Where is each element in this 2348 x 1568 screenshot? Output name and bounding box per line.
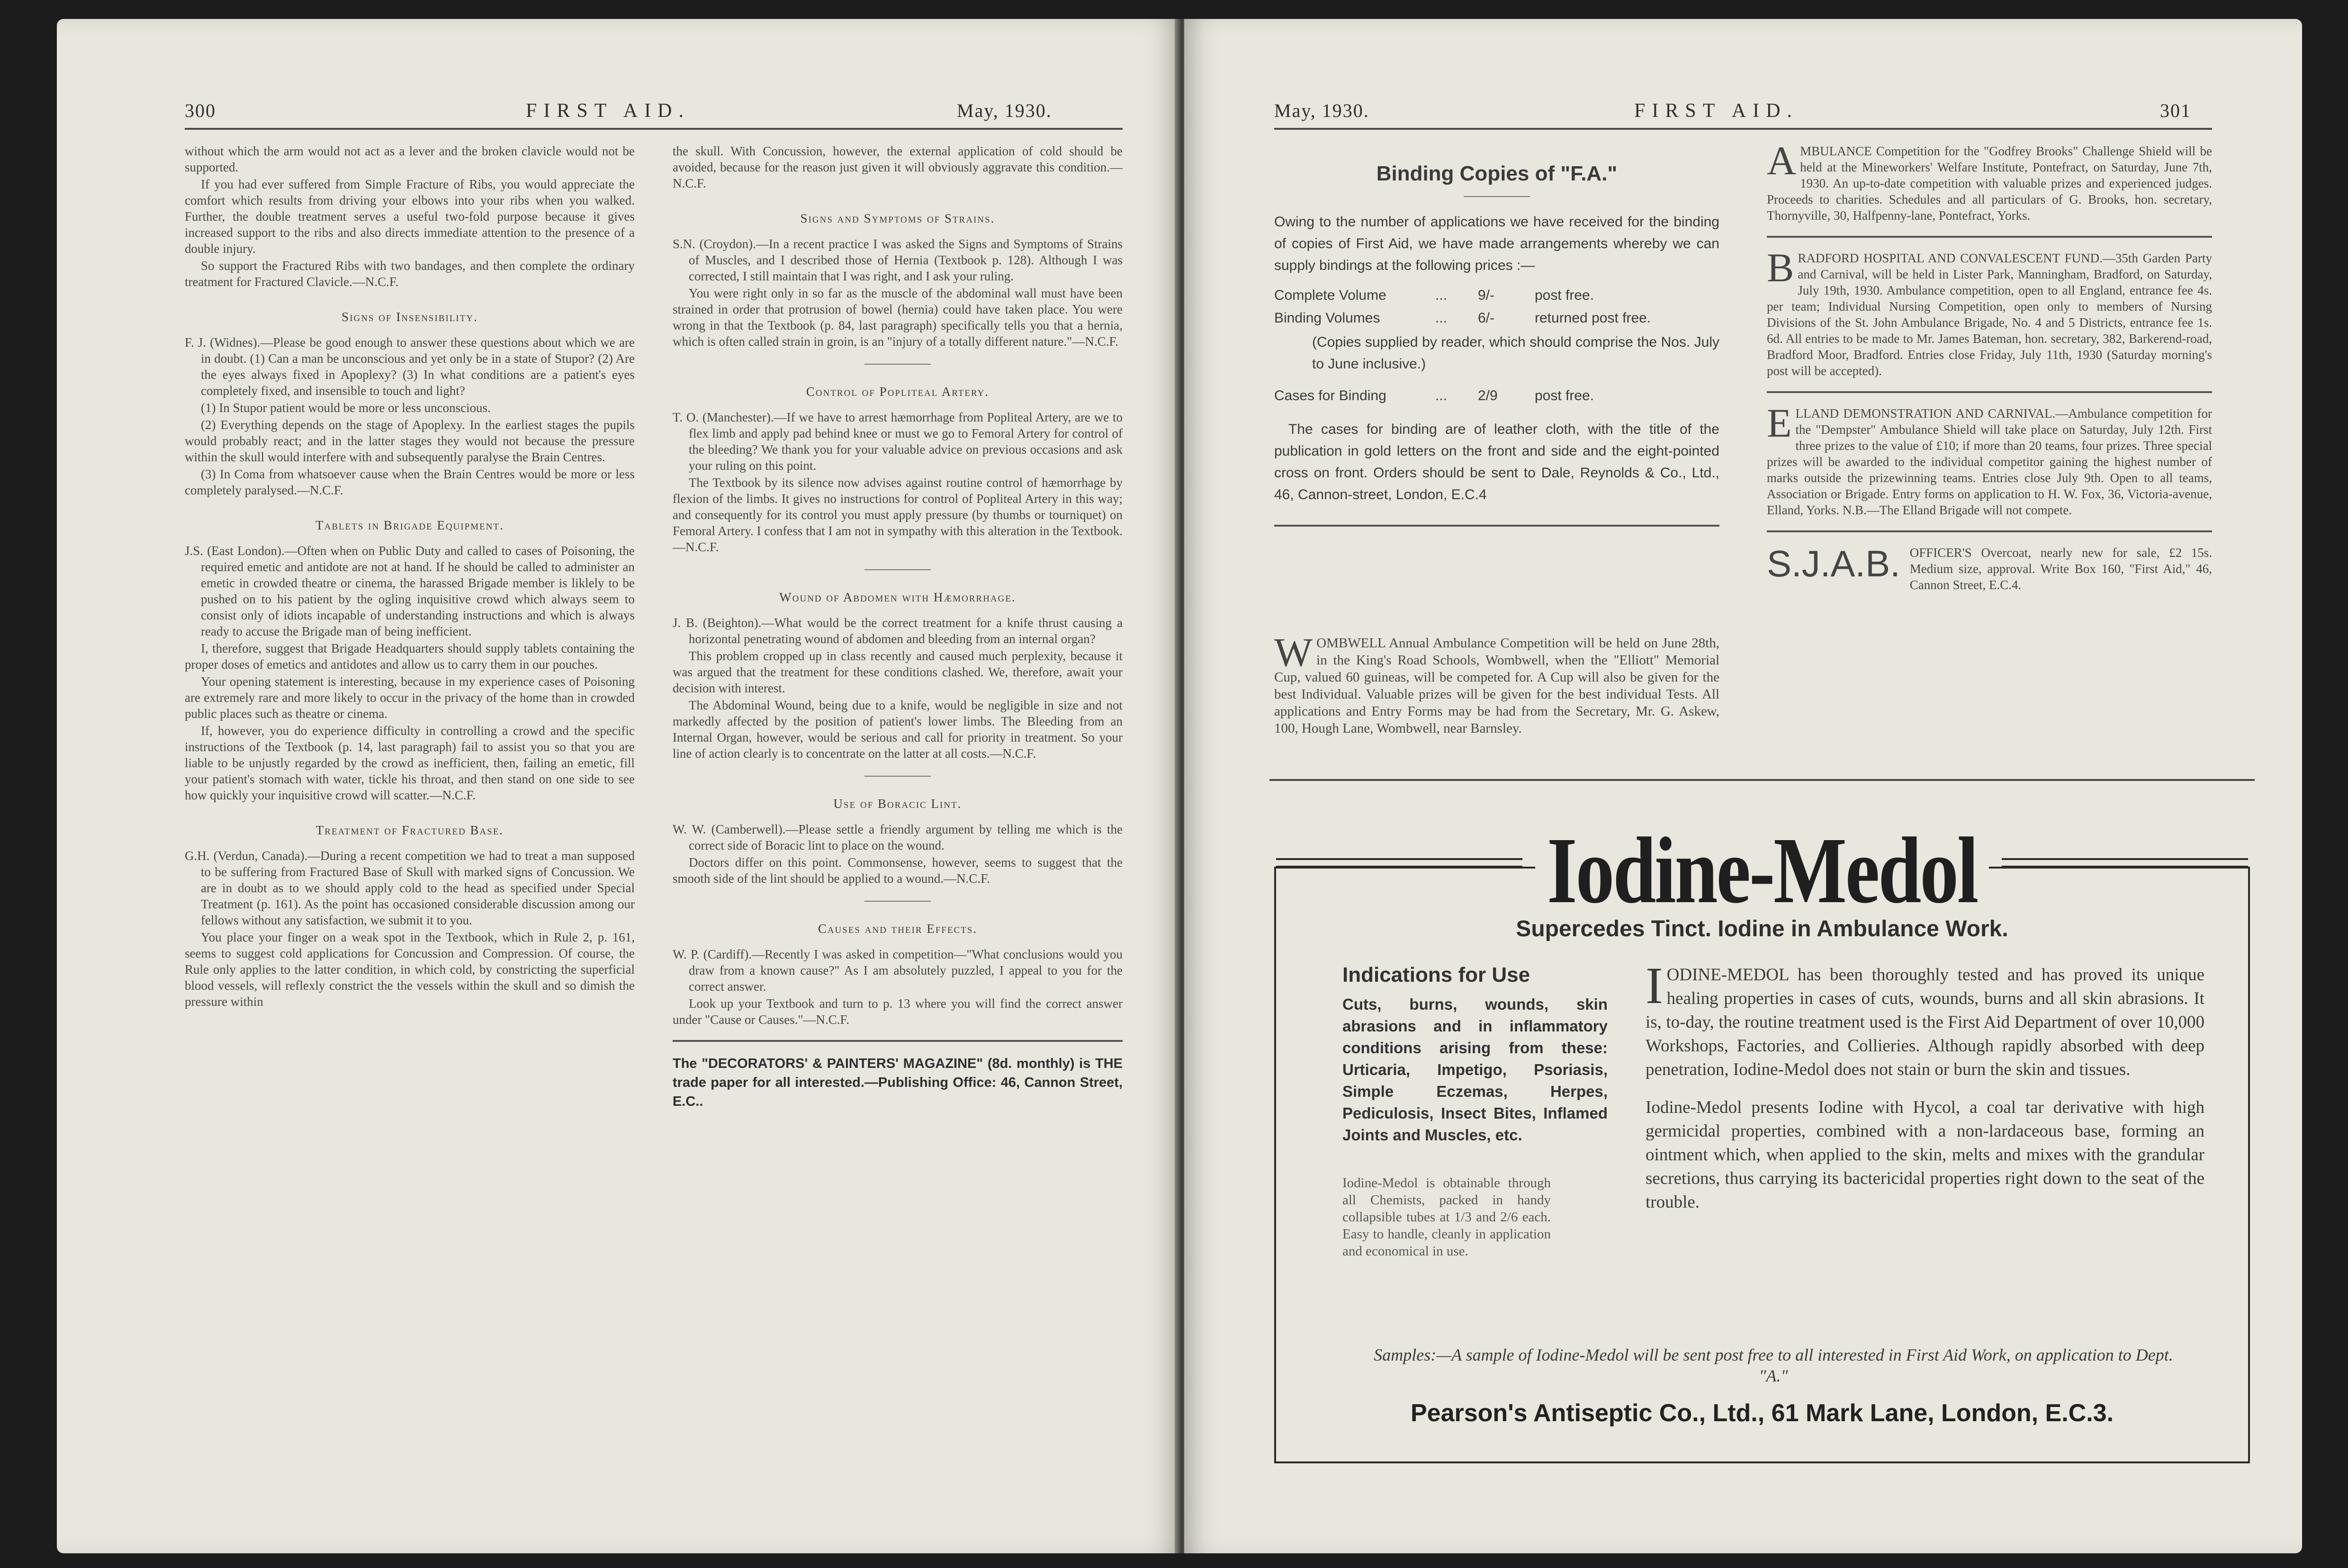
question: G.H. (Verdun, Canada).—During a recent competition we had to treat a man supposed to be suffering from Fractured Base of Skull with marked signs of Concussion. We are in doubt as to we should apply cold to the head as specified under Special Treatment (p. 161). As the point has occasioned considerable discussion among our fellows without any satisfaction, we submit it to you. — [185, 849, 635, 927]
separator — [864, 364, 931, 365]
binding-intro: Owing to the number of applications we have received for the binding of copies of First Aid, we have made arrangements whereby we can supply bindings at the following prices :— — [1274, 214, 1719, 273]
price-label: Cases for Binding — [1274, 388, 1386, 403]
rule — [1767, 530, 2212, 532]
left-column-1 — [185, 143, 635, 1011]
separator — [1464, 196, 1530, 197]
separator — [864, 901, 931, 902]
advert-title — [1364, 816, 2161, 925]
obtainable-note: Iodine-Medol is obtainable through all Chemists, packed in handy collapsible tubes at 1/3 and 2/6 each. Easy to handle, cleanly in application and economical in use. — [1342, 1175, 1551, 1259]
issue-date: May, 1930. — [957, 100, 1052, 121]
paragraph: You were right only in so far as the muscle of the abdominal wall must have been strained in order that protrusion of bowel (hernia) could have taken place. You were wrong in that the Textbook (p. 84, last paragraph) specifically tells you that a hernia, which is often called strain in groin, is an "injury of a totally different nature."—N.C.F. — [673, 286, 1123, 349]
advert-title-text: Iodine-Medol — [1535, 818, 1988, 923]
advert-body — [1646, 957, 2204, 1228]
advert-paragraph — [1646, 957, 2204, 1082]
section-heading: Tablets in Brigade Equipment. — [315, 518, 504, 532]
price-label: Binding Volumes — [1274, 310, 1380, 326]
iodine-medol-advert — [1274, 818, 2250, 1463]
advert-text: ODINE-MEDOL has been thoroughly tested and has proved its unique healing properties in cases of cuts, wounds, burns and all skin abrasions. It is, to-day, the routine treatment used is the First Aid Department of over 10,000 Workshops, Factories, and Collieries. Although rapidly absorbed with deep penetration, Iodine-Medol does not stain or burn the skin and tissues. — [1646, 965, 2204, 1079]
price-row — [1274, 284, 1719, 307]
masthead: FIRST AID. — [1634, 100, 1799, 122]
page-number: 301 — [2160, 100, 2191, 121]
price-note: post free. — [1535, 287, 1594, 303]
question: W. W. (Camberwell).—Please settle a friendly argument by telling me which is the correct side of Boracic lint to place on the wound. — [673, 822, 1123, 852]
rule — [673, 1040, 1123, 1042]
paragraph: Your opening statement is interesting, because in my experience cases of Poisoning are extremely rare and more likely to occur in the privacy of the home than in crowded public places such as theatre or cinema. — [185, 674, 635, 721]
price-value: 6/- — [1478, 310, 1495, 326]
price-row — [1274, 385, 1719, 407]
notice-text: MBULANCE Competition for the "Godfrey Brooks" Challenge Shield will be held at the Mineworkers' Welfare Institute, Pontefract, on Saturday, June 7th, 1930. An up-to-date competition with valuable prizes and experienced judges. Proceeds to charities. Schedules and all particulars of G. Brooks, hon. secretary, Thornyville, 30, Halfpenny-lane, Pontefract, Yorks. — [1767, 144, 2212, 223]
paragraph: This problem cropped up in class recently and caused much perplexity, because it was argued that the treatment for these conditions clashed. We, therefore, await your decision with interest. — [673, 649, 1123, 695]
price-dots: ... — [1435, 388, 1448, 403]
drop-cap: W — [1274, 629, 1313, 675]
section-heading: Use of Boracic Lint. — [833, 797, 962, 811]
price-note: post free. — [1535, 388, 1594, 403]
drop-cap: A — [1767, 138, 1797, 183]
left-page — [57, 19, 1179, 1553]
advert-subtitle: Supercedes Tinct. Iodine in Ambulance Work. — [1516, 916, 2008, 941]
trade-notice: The "DECORATORS' & PAINTERS' MAGAZINE" (8d. monthly) is THE trade paper for all interested.—Publishing Office: 46, Cannon Street, E.C.. — [673, 1056, 1123, 1109]
price-label: Complete Volume — [1274, 287, 1386, 303]
paragraph: without which the arm would not act as a lever and the broken clavicle would not be supported. — [185, 144, 635, 174]
question: J. B. (Beighton).—What would be the correct treatment for a knife thrust causing a horizontal penetrating wound of abdomen and bleeding from an internal organ? — [673, 616, 1123, 646]
price-list — [1274, 284, 1719, 407]
notice-text: RADFORD HOSPITAL AND CONVALESCENT FUND.—35th Garden Party and Carnival, will be held in Lister Park, Manningham, Bradford, on Saturday, July 19th, 1930. Ambulance competition, open to all England, entrance fee 4s. per team; Individual Nursing Competition, open only to members of Nursing Divisions of the St. John Ambulance Brigade, No. 4 and 5 Districts, entrance fee 1s. 6d. All entries to be made to Mr. James Bateman, hon. secretary, 382, Barkerend-road, Bradford Moor, Bradford. Entries close Friday, July 11th, 1930 (Saturday morning's post will be accepted). — [1767, 251, 2212, 378]
advert-top-rule — [1269, 779, 2255, 781]
rule — [1767, 236, 2212, 238]
separator — [864, 569, 931, 570]
paragraph: The Abdominal Wound, being due to a knife, would be negligible in size and not markedly affected by the position of patient's lower limbs. The Bleeding from an Internal Organ, however, would be serious and call for priority in treatment. So your line of action clearly is to concentrate on the latter at all costs.—N.C.F. — [673, 698, 1123, 761]
question: F. J. (Widnes).—Please be good enough to answer these questions about which we are in doubt. (1) Can a man be unconscious and yet only be in a state of Stupor? (2) Are the eyes always fixed in Apoplexy? (3) In what conditions are a patient's eyes completely fixed, and insensible to touch and light? — [185, 335, 635, 398]
magazine-spread — [38, 19, 2321, 1553]
rule — [1274, 525, 1719, 527]
header-rule — [185, 128, 1123, 130]
header-rule — [1274, 128, 2212, 130]
price-value: 2/9 — [1478, 388, 1498, 403]
binding-supplied: (Copies supplied by reader, which should comprise the Nos. July to June inclusive.) — [1312, 334, 1719, 372]
drop-cap: I — [1646, 957, 1663, 1014]
paragraph: You place your finger on a weak spot in the Textbook, which in Rule 2, p. 161, seems to suggest cold applications for Concussion and Compression. Of course, the Rule only applies to the latter condition, in which cold, by constricting the superficial blood vessels, will reflexly constrict the the vessels within the skull and so dimish the pressure within — [185, 930, 635, 1009]
paragraph: So support the Fractured Ribs with two bandages, and then complete the ordinary treatment for Fractured Clavicle.—N.C.F. — [185, 259, 635, 289]
binding-title: Binding Copies of "F.A." — [1376, 162, 1618, 185]
notice-text: OMBWELL Annual Ambulance Competition will be held on June 28th, in the King's Road Schools, Wombwell, when the "Elliott" Memorial Cup, valued 60 guineas, will be competed for. A Cup will also be given for the best Individual. Valuable prizes will be given for the best individual Tests. All applications and Entry Forms may be had from the Secretary, Mr. G. Askew, 100, Hough Lane, Wombwell, near Barnsley. — [1274, 636, 1719, 736]
indications-title: Indications for Use — [1342, 963, 1530, 986]
notice-text: OFFICER'S Overcoat, nearly new for sale, £2 15s. Medium size, approval. Write Box 160, "First Aid," 46, Cannon Street, E.C.4. — [1909, 546, 2212, 592]
sjab-label: S.J.A.B. — [1767, 543, 1900, 584]
section-heading: Control of Popliteal Artery. — [806, 385, 990, 399]
binding-notice — [1274, 152, 1719, 539]
binding-closing: The cases for binding are of leather cloth, with the title of the publication in gold letters on the front and side and the eight-pointed cross on front. Orders should be sent to Dale, Reynolds & Co., Ltd., 46, Cannon-street, London, E.C.4 — [1274, 421, 1719, 502]
ambulance-notice — [1767, 138, 2212, 593]
paragraph: If, however, you do experience difficulty in controlling a crowd and the specific instructions of the Textbook (p. 14, last paragraph) fail to assist you so that you are liable to be unjustly regarded by the crowd as inefficient, then, failing an emetic, fill your patient's stomach with water, tickle his throat, and then stand on one side to see how quickly your inquisitive crowd will scatter.—N.C.F. — [185, 724, 635, 802]
left-running-head — [57, 99, 1179, 128]
question: S.N. (Croydon).—In a recent practice I was asked the Signs and Symptoms of Strains of Muscles, and I described those of Hernia (Textbook p. 128). Although I was corrected, I still maintain that I was right, and I ask your ruling. — [673, 237, 1123, 283]
advert-footer: Pearson's Antiseptic Co., Ltd., 61 Mark Lane, London, E.C.3. — [1410, 1399, 2114, 1427]
price-value: 9/- — [1478, 287, 1495, 303]
right-running-head — [1184, 99, 2302, 128]
wombwell-notice — [1274, 629, 1719, 737]
paragraph: (3) In Coma from whatsoever cause when the Brain Centres would be more or less completely paralysed.—N.C.F. — [185, 467, 635, 497]
advert-paragraph: Iodine-Medol presents Iodine with Hycol, a coal tar derivative with high germicidal properties, combined with a non-lardaceous base, forming an ointment which, when applied to the skin, melts and mixes with the grandular secretions, thus carrying its bactericidal properties right down to the seat of the trouble. — [1646, 1098, 2204, 1212]
notice-text: LLAND DEMONSTRATION AND CARNIVAL.—Ambulance competition for the "Dempster" Ambulance Shield will take place on Saturday, July 12th. First three prizes to the value of £10; if more than 20 teams, four prizes. Three special prizes will be awarded to the individual competitor gaining the highest number of marks outside the prizewinning teams. Entries close July 9th. Open to all teams, Association or Brigade. Entry forms on application to H. W. Fox, 36, Victoria-avenue, Elland, Yorks. N.B.—The Elland Brigade will not compete. — [1767, 406, 2212, 517]
left-column-2 — [673, 143, 1123, 1112]
masthead: FIRST AID. — [526, 100, 690, 122]
price-note: returned post free. — [1535, 310, 1651, 326]
page-number: 300 — [185, 100, 216, 121]
drop-cap: E — [1767, 400, 1792, 446]
question: J.S. (East London).—Often when on Public Duty and called to cases of Poisoning, the required emetic and antidote are not at hand. If he should be called to administer an emetic in crowded theatre or cinema, the harassed Brigade member is liklely to be pushed on to his patient by the ogling inquisitive crowd which always seem to consist only of idiots incapable of understanding instructions and which is always ready to accuse the Brigade man of being inefficient. — [185, 544, 635, 638]
drop-cap: B — [1767, 245, 1794, 290]
section-heading: Signs and Symptoms of Strains. — [800, 211, 995, 225]
section-heading: Wound of Abdomen with Hæmorrhage. — [779, 590, 1016, 604]
paragraph: I, therefore, suggest that Brigade Headquarters should supply tablets containing the proper doses of emetics and antidotes and allow us to carry them in our pouches. — [185, 641, 635, 672]
question: T. O. (Manchester).—If we have to arrest hæmorrhage from Popliteal Artery, are we to flex limb and apply pad behind knee or must we go to Femoral Artery for control of the bleeding? We thank you for your valuable advice on previous occasions and ask your ruling on this point. — [673, 410, 1123, 473]
section-heading: Treatment of Fractured Base. — [315, 823, 504, 837]
samples-note: Samples:—A sample of Iodine-Medol will be sent post free to all interested in First Aid Work, on application to Dept. "A." — [1374, 1345, 2173, 1385]
issue-date: May, 1930. — [1274, 100, 1369, 121]
price-row — [1274, 307, 1719, 330]
indications-list: Cuts, burns, wounds, skin abrasions and in inflammatory conditions arising from these: Urticaria, Impetigo, Psoriasis, Simple Eczemas, Herpes, Pediculosis, Insect Bites, Inflamed Joints and Muscles, etc. — [1342, 995, 1608, 1144]
paragraph: (2) Everything depends on the stage of Apoplexy. In the earliest stages the pupils would probably react; and in the latter stages they would not because the pressure within the skull would interfere with and subsequently paralyse the Brain Centres. — [185, 418, 635, 464]
paragraph: If you had ever suffered from Simple Fracture of Ribs, you would appreciate the comfort which results from driving your elbows into your ribs when you walked. Further, the double treatment serves a useful two-fold purpose because it gives increased support to the ribs and also directs immediate attention to the presence of a double injury. — [185, 177, 635, 256]
paragraph: The Textbook by its silence now advises against routine control of hæmorrhage by flexion of the limbs. It gives no instructions for control of Popliteal Artery in this way; and consequently for its control you must apply pressure (by thumbs or tourniquet) on Femoral Artery. I confess that I am not in sympathy with this alteration in the Textbook.—N.C.F. — [673, 475, 1123, 554]
question: W. P. (Cardiff).—Recently I was asked in competition—"What conclusions would you draw from a known cause?" As I am absolutely puzzled, I appeal to you for the correct answer. — [673, 947, 1123, 994]
rule — [1767, 391, 2212, 393]
section-heading: Signs of Insensibility. — [342, 310, 478, 324]
paragraph: (1) In Stupor patient would be more or less unconscious. — [201, 401, 491, 415]
paragraph: the skull. With Concussion, however, the external application of cold should be avoided, because for the reason just given it will obviously aggravate this condition.—N.C.F. — [673, 144, 1123, 190]
paragraph: Look up your Textbook and turn to p. 13 where you will find the correct answer under "Cause or Causes."—N.C.F. — [673, 996, 1123, 1027]
paragraph: Doctors differ on this point. Commonsense, however, seems to suggest that the smooth side of the lint should be applied to a wound.—N.C.F. — [673, 855, 1123, 886]
separator — [864, 776, 931, 777]
section-heading: Causes and their Effects. — [818, 922, 978, 936]
price-dots: ... — [1435, 310, 1448, 326]
price-dots: ... — [1435, 287, 1448, 303]
indications-block — [1342, 963, 1608, 1260]
